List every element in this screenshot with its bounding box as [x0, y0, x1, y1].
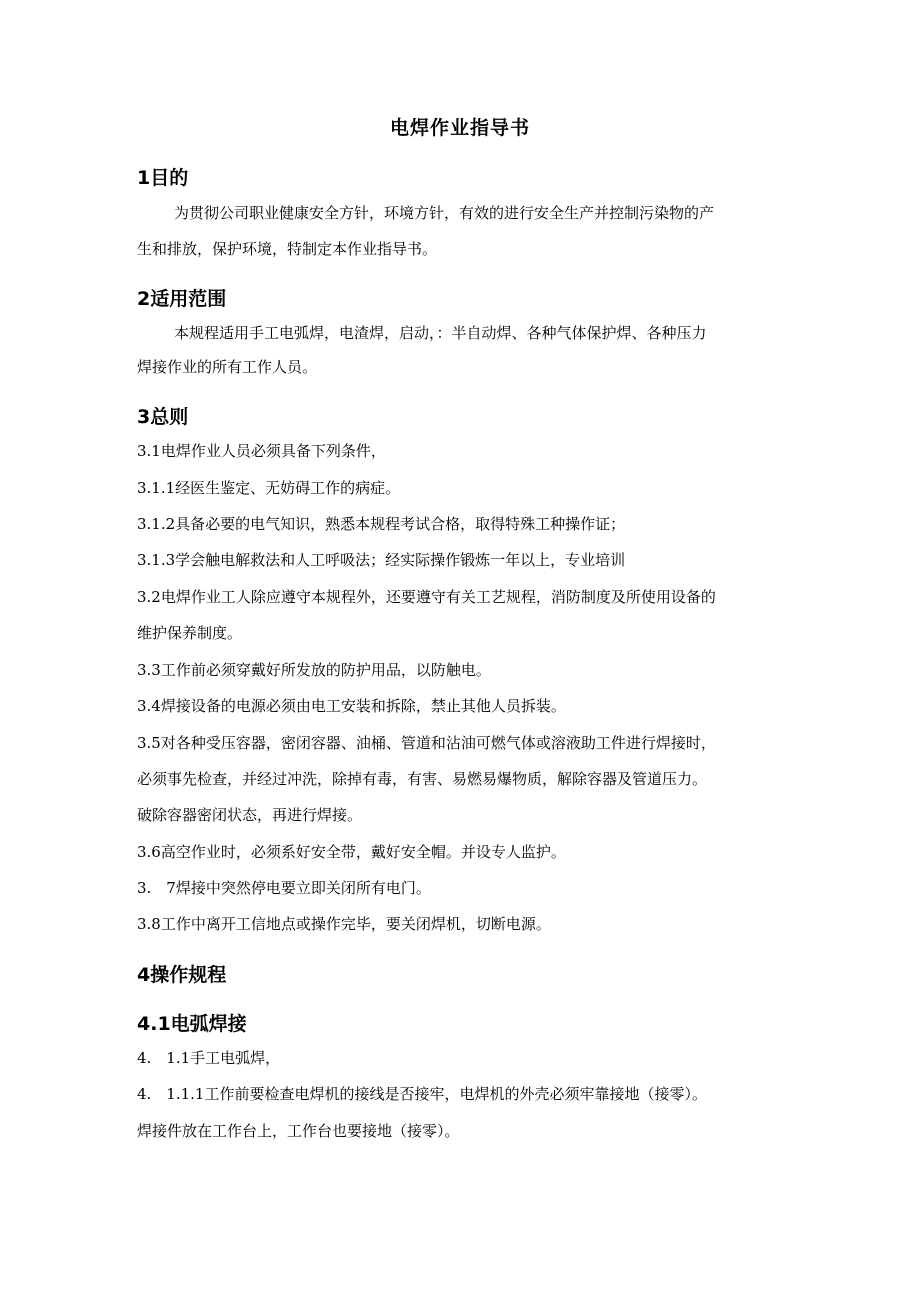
clause-line: 4. 1.1.1工作前要检查电焊机的接线是否接牢，电焊机的外壳必须牢靠接地（接零）。	[137, 1085, 707, 1103]
clause-line: 破除容器密闭状态，再进行焊接。	[137, 806, 363, 824]
subsection-heading-arc-welding: 4.1电弧焊接	[137, 1013, 247, 1035]
clause-line: 3.5对各种受压容器，密闭容器、油桶、管道和沾油可燃气体或溶液助工件进行焊接时，	[137, 734, 716, 752]
clause-line: 3.3工作前必须穿戴好所发放的防护用品，以防触电。	[137, 661, 491, 679]
clause-line: 3.4焊接设备的电源必须由电工安装和拆除，禁止其他人员拆装。	[137, 697, 566, 715]
clause-line: 3.6高空作业时，必须系好安全带，戴好安全帽。并设专人监护。	[137, 843, 566, 861]
clause-line: 必须事先检查，并经过冲洗，除掉有毒，有害、易燃易爆物质，解除容器及管道压力。	[137, 770, 708, 788]
clause-line: 3.1.2具备必要的电气知识，熟悉本规程考试合格，取得特殊工种操作证；	[137, 515, 626, 533]
section-heading-procedure: 4操作规程	[137, 964, 227, 986]
section-heading-purpose: 1目的	[137, 167, 189, 189]
section-heading-scope: 2适用范围	[137, 288, 227, 310]
clause-line: 维护保养制度。	[137, 624, 243, 642]
paragraph-line: 生和排放，保护环境，特制定本作业指导书。	[137, 240, 438, 258]
paragraph-line: 焊接作业的所有工作人员。	[137, 358, 318, 376]
clause-line: 3. 7焊接中突然停电要立即关闭所有电门。	[137, 879, 431, 897]
clause-line: 4. 1.1手工电弧焊，	[137, 1049, 281, 1067]
paragraph-line: 为贯彻公司职业健康安全方针，环境方针，有效的进行安全生产并控制污染物的产	[174, 204, 715, 222]
clause-line: 3.2电焊作业工人除应遵守本规程外，还要遵守有关工艺规程，消防制度及所使用设备的	[137, 588, 716, 606]
clause-line: 焊接件放在工作台上，工作台也要接地（接零）。	[137, 1122, 460, 1140]
clause-line: 3.1.3学会触电解救法和人工呼吸法；经实际操作锻炼一年以上，专业培训	[137, 551, 626, 569]
document-title: 电焊作业指导书	[389, 117, 530, 139]
clause-line: 3.1.1经医生鉴定、无妨碍工作的病症。	[137, 479, 401, 497]
section-heading-general: 3总则	[137, 406, 189, 428]
paragraph-line: 本规程适用手工电弧焊，电渣焊，启动，：半自动焊、各种气体保护焊、各种压力	[174, 324, 707, 342]
clause-line: 3.8工作中离开工信地点或操作完毕，要关闭焊机，切断电源。	[137, 915, 551, 933]
clause-line: 3.1电焊作业人员必须具备下列条件，	[137, 442, 386, 460]
